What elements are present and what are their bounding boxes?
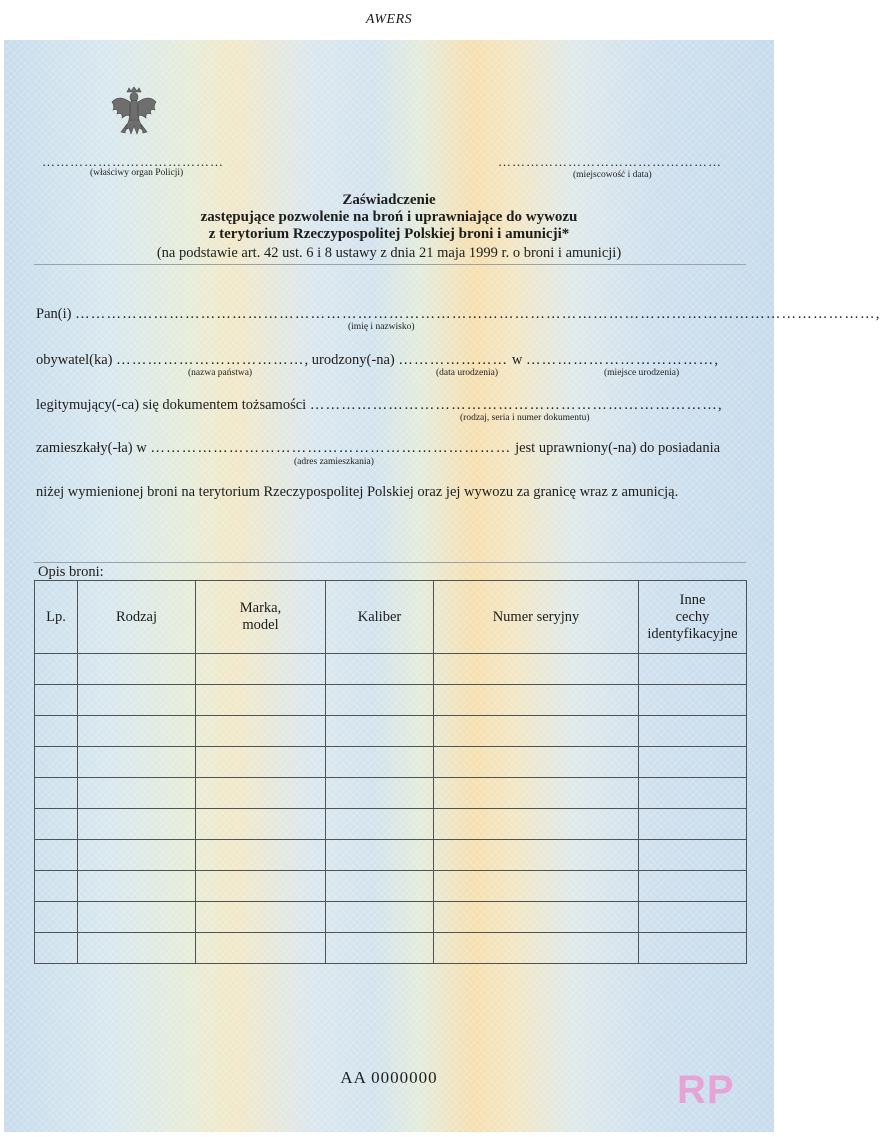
table-cell[interactable] [639, 902, 747, 933]
table-cell[interactable] [78, 716, 196, 747]
issuing-authority-field[interactable]: ………………………………… [42, 154, 224, 169]
birth-date-caption: (data urodzenia) [436, 368, 498, 378]
table-row [35, 840, 747, 871]
table-row [35, 809, 747, 840]
table-cell[interactable] [434, 747, 639, 778]
table-cell[interactable] [326, 778, 434, 809]
birth-date-field[interactable]: ………………… [398, 352, 509, 368]
table-cell[interactable] [434, 871, 639, 902]
table-cell[interactable] [434, 716, 639, 747]
residence-field[interactable]: …………………………………………………………… [150, 440, 512, 456]
table-cell[interactable] [639, 933, 747, 964]
name-caption: (imię i nazwisko) [348, 322, 415, 332]
table-cell[interactable] [639, 685, 747, 716]
column-other-features: Inne cechy identyfikacyjne [639, 581, 747, 654]
table-cell[interactable] [326, 933, 434, 964]
id-document-caption: (rodzaj, seria i numer dokumentu) [460, 413, 590, 423]
table-cell[interactable] [434, 840, 639, 871]
table-cell[interactable] [326, 902, 434, 933]
table-cell[interactable] [78, 654, 196, 685]
table-cell[interactable] [434, 778, 639, 809]
table-cell[interactable] [78, 747, 196, 778]
rp-mark: RP [677, 1068, 735, 1112]
table-cell[interactable] [326, 747, 434, 778]
table-cell[interactable] [78, 685, 196, 716]
certificate-sheet [4, 40, 881, 1132]
citizenship-field[interactable]: ……………………………… [116, 352, 305, 368]
table-row [35, 902, 747, 933]
name-field[interactable]: ………………………………………………………………………………………………………………………………………, [75, 306, 881, 322]
table-cell[interactable] [326, 871, 434, 902]
table-cell[interactable] [78, 902, 196, 933]
birth-date-label: , urodzony(-na) [304, 352, 395, 368]
table-cell[interactable] [35, 871, 78, 902]
table-row [35, 778, 747, 809]
table-row [35, 871, 747, 902]
residence-line [36, 440, 748, 457]
table-cell[interactable] [78, 809, 196, 840]
table-cell[interactable] [326, 840, 434, 871]
issuing-authority-caption: (właściwy organ Policji) [90, 168, 184, 178]
table-cell[interactable] [434, 933, 639, 964]
table-row [35, 747, 747, 778]
column-kind: Rodzaj [78, 581, 196, 654]
table-cell[interactable] [639, 871, 747, 902]
title-line-3: z terytorium Rzeczypospolitej Polskiej broni i amunicji* [208, 226, 570, 242]
table-cell[interactable] [78, 840, 196, 871]
table-cell[interactable] [196, 840, 326, 871]
column-caliber: Kaliber [326, 581, 434, 654]
table-cell[interactable] [639, 809, 747, 840]
header-divider [34, 264, 746, 265]
table-cell[interactable] [35, 902, 78, 933]
table-cell[interactable] [35, 685, 78, 716]
document-title: Zaświadczenie [342, 192, 436, 208]
table-cell[interactable] [35, 933, 78, 964]
table-cell[interactable] [78, 933, 196, 964]
table-cell[interactable] [196, 747, 326, 778]
table-row [35, 685, 747, 716]
table-cell[interactable] [434, 809, 639, 840]
table-row [35, 716, 747, 747]
table-cell[interactable] [196, 809, 326, 840]
table-cell[interactable] [326, 716, 434, 747]
id-document-line [36, 397, 748, 414]
table-cell[interactable] [35, 840, 78, 871]
column-serial-number: Numer seryjny [434, 581, 639, 654]
name-line [36, 306, 881, 323]
table-cell[interactable] [196, 654, 326, 685]
table-cell[interactable] [639, 716, 747, 747]
table-cell[interactable] [196, 716, 326, 747]
place-date-caption: (miejscowość i data) [573, 170, 652, 180]
weapons-table-header [35, 581, 747, 654]
table-divider [34, 562, 746, 563]
table-cell[interactable] [434, 902, 639, 933]
id-document-label: legitymujący(-ca) się dokumentem tożsamości [36, 397, 307, 413]
side-label: AWERS [365, 12, 413, 27]
table-row [35, 654, 747, 685]
serial-number: AA 0000000 [340, 1068, 438, 1087]
table-cell[interactable] [35, 778, 78, 809]
table-cell[interactable] [434, 654, 639, 685]
legal-basis: (na podstawie art. 42 ust. 6 i 8 ustawy z dnia 21 maja 1999 r. o broni i amunicji) [156, 245, 622, 261]
table-cell[interactable] [326, 809, 434, 840]
table-cell[interactable] [326, 654, 434, 685]
table-cell[interactable] [639, 778, 747, 809]
title-line-2: zastępujące pozwolenie na broń i uprawniające do wywozu [200, 209, 578, 225]
entitled-text: jest uprawniony(-na) do posiadania [515, 440, 721, 456]
birth-place-caption: (miejsce urodzenia) [604, 368, 680, 378]
table-cell[interactable] [639, 840, 747, 871]
table-cell[interactable] [35, 654, 78, 685]
table-cell[interactable] [434, 685, 639, 716]
table-cell[interactable] [35, 747, 78, 778]
birth-place-field[interactable]: ………………………………, [525, 352, 720, 368]
table-cell[interactable] [78, 871, 196, 902]
table-cell[interactable] [639, 747, 747, 778]
eagle-emblem-icon [109, 86, 159, 138]
weapons-table [34, 580, 747, 964]
residence-caption: (adres zamieszkania) [294, 457, 374, 467]
table-cell[interactable] [196, 778, 326, 809]
citizenship-label: obywatel(ka) [36, 352, 113, 368]
residence-label: zamieszkały(-ła) w [36, 440, 147, 456]
table-cell[interactable] [196, 685, 326, 716]
place-date-field[interactable]: ………………………………………… [498, 154, 722, 169]
statement-line: niżej wymienionej broni na terytorium Rzeczypospolitej Polskiej oraz jej wywozu za granicę wraz z amunicją. [36, 484, 679, 500]
citizenship-line [36, 352, 748, 369]
name-label: Pan(i) [36, 306, 72, 322]
column-lp: Lp. [35, 581, 78, 654]
weapons-heading: Opis broni: [38, 564, 104, 580]
table-cell[interactable] [639, 654, 747, 685]
table-cell[interactable] [196, 933, 326, 964]
table-cell[interactable] [196, 871, 326, 902]
country-caption: (nazwa państwa) [188, 368, 253, 378]
table-cell[interactable] [196, 902, 326, 933]
table-cell[interactable] [78, 778, 196, 809]
birth-place-label: w [511, 352, 523, 368]
table-cell[interactable] [35, 716, 78, 747]
id-document-field[interactable]: ……………………………………………………………………, [309, 397, 723, 413]
column-make-model: Marka, model [196, 581, 326, 654]
table-row [35, 933, 747, 964]
table-cell[interactable] [35, 809, 78, 840]
table-cell[interactable] [326, 685, 434, 716]
